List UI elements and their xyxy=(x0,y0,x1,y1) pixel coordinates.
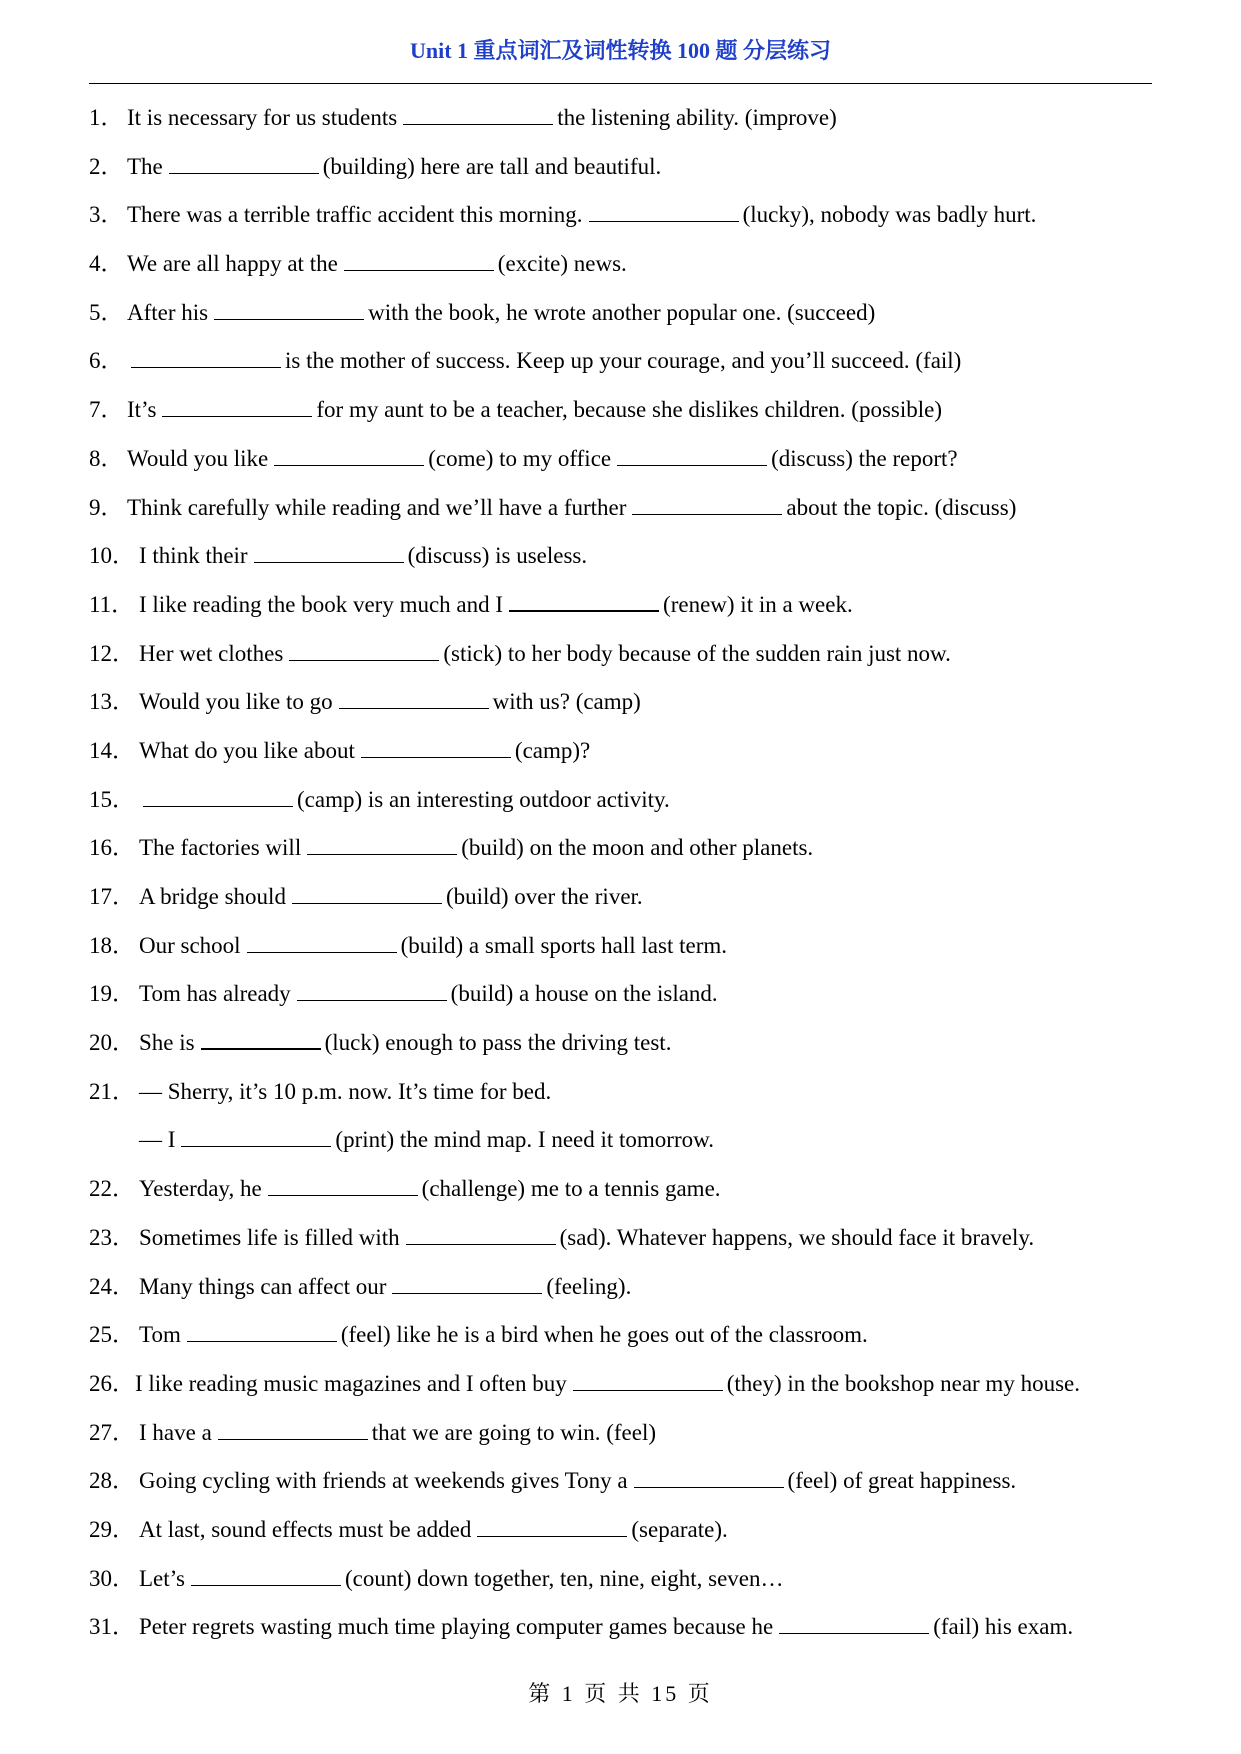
exercise-item xyxy=(89,1603,1189,1652)
item-number: 19． xyxy=(89,981,135,1007)
item-text-before: — Sherry, it’s 10 p.m. now. It’s time for bed. xyxy=(139,1078,552,1104)
item-text-after: (count) down together, ten, nine, eight, seven… xyxy=(345,1565,784,1591)
item-text-after: (sad). Whatever happens, we should face it bravely. xyxy=(559,1224,1035,1250)
item-text-middle: (come) to my office xyxy=(428,445,612,471)
item-number: 16． xyxy=(89,835,135,861)
item-text-before: The factories will xyxy=(139,835,302,861)
item-text-before: A bridge should xyxy=(139,884,286,909)
item-text-before: I have a xyxy=(139,1419,212,1445)
item-text-after: (stick) to her body because of the sudden rain just now. xyxy=(443,640,951,666)
item-text-after: for my aunt to be a teacher, because she dislikes children. (possible) xyxy=(316,397,943,423)
item-text-after: (lucky), nobody was badly hurt. xyxy=(742,202,1037,228)
exercise-item xyxy=(89,1019,1189,1068)
item-number: 20． xyxy=(89,1030,135,1056)
exercise-item xyxy=(89,1311,1189,1360)
item-number: 14． xyxy=(89,737,135,763)
item-text-before: After his xyxy=(127,299,209,325)
answer-blank[interactable] xyxy=(617,464,767,466)
exercise-item xyxy=(89,824,1189,873)
item-text-after: (fail) his exam. xyxy=(933,1614,1074,1640)
answer-blank[interactable] xyxy=(477,1535,627,1537)
exercise-item xyxy=(89,678,1189,727)
answer-blank[interactable] xyxy=(254,561,404,563)
answer-blank[interactable] xyxy=(589,220,739,222)
item-text-after: (print) the mind map. I need it tomorrow. xyxy=(335,1127,714,1153)
header-divider xyxy=(89,83,1152,84)
exercise-item xyxy=(89,1263,1189,1312)
item-number: 11． xyxy=(89,591,135,617)
item-number: 22． xyxy=(89,1176,135,1202)
exercise-item xyxy=(89,1068,1189,1117)
answer-blank[interactable] xyxy=(274,464,424,466)
item-text-after: (discuss) is useless. xyxy=(407,543,588,569)
item-number: 17． xyxy=(89,884,135,909)
answer-blank[interactable] xyxy=(268,1194,418,1196)
answer-blank[interactable] xyxy=(634,1486,784,1488)
page-footer: 第 1 页 共 15 页 xyxy=(528,1681,713,1706)
exercise-item xyxy=(89,970,1189,1019)
item-text-after: with us? (camp) xyxy=(492,689,641,715)
item-number: 12． xyxy=(89,640,135,666)
item-text-before: I think their xyxy=(139,543,248,569)
answer-blank[interactable] xyxy=(247,951,397,953)
item-number: 6． xyxy=(89,348,124,374)
item-text-before: Going cycling with friends at weekends gives Tony a xyxy=(139,1468,628,1494)
item-number: 24． xyxy=(89,1273,135,1299)
item-number: 1． xyxy=(89,105,124,130)
item-number: 2． xyxy=(89,153,124,179)
item-text-before: She is xyxy=(139,1030,195,1056)
item-number: 10． xyxy=(89,543,135,569)
answer-blank[interactable] xyxy=(344,269,494,271)
answer-blank[interactable] xyxy=(307,853,457,855)
item-text-after: (renew) it in a week. xyxy=(663,591,853,617)
answer-blank[interactable] xyxy=(143,805,293,807)
item-number: 8． xyxy=(89,445,124,471)
item-text-after: (excite) news. xyxy=(497,251,627,277)
exercise-item xyxy=(89,337,1189,386)
answer-blank[interactable] xyxy=(297,999,447,1001)
item-text-before: Yesterday, he xyxy=(139,1176,262,1202)
exercise-item xyxy=(89,191,1189,240)
item-number: 13． xyxy=(89,689,135,715)
answer-blank[interactable] xyxy=(187,1340,337,1342)
item-text-after: about the topic. (discuss) xyxy=(786,494,1017,520)
exercise-item xyxy=(89,532,1189,581)
item-number: 30． xyxy=(89,1565,135,1591)
exercise-item xyxy=(89,143,1189,192)
exercise-item xyxy=(89,630,1189,679)
item-text-before: It’s xyxy=(127,397,157,423)
item-number: 21． xyxy=(89,1078,135,1104)
item-text-after: with the book, he wrote another popular one. (succeed) xyxy=(368,299,876,325)
item-text-before: Her wet clothes xyxy=(139,640,284,666)
item-text-after: (building) here are tall and beautiful. xyxy=(322,153,662,179)
answer-blank[interactable] xyxy=(289,659,439,661)
item-text-before: It is necessary for us students xyxy=(127,105,398,130)
item-text-before: We are all happy at the xyxy=(127,251,338,277)
item-number: 25． xyxy=(89,1322,135,1348)
answer-blank[interactable] xyxy=(292,902,442,904)
item-text-before: Would you like to go xyxy=(139,689,333,715)
item-number: 26． xyxy=(89,1370,135,1396)
answer-blank[interactable] xyxy=(573,1389,723,1391)
exercise-item xyxy=(89,922,1189,971)
item-text-after: (build) over the river. xyxy=(445,884,643,909)
item-text-before: Would you like xyxy=(127,445,269,471)
exercise-item-continuation xyxy=(89,1116,1189,1165)
item-text-before: Tom has already xyxy=(139,981,291,1007)
item-number: 15． xyxy=(89,786,135,812)
item-text-before: There was a terrible traffic accident this morning. xyxy=(127,202,583,228)
item-text-after: (feel) of great happiness. xyxy=(787,1468,1017,1494)
exercise-item xyxy=(89,386,1189,435)
answer-blank[interactable] xyxy=(509,609,659,612)
exercise-item xyxy=(89,1165,1189,1214)
exercise-item xyxy=(89,1457,1189,1506)
answer-blank[interactable] xyxy=(214,318,364,320)
exercise-item xyxy=(89,94,1189,143)
item-number: 9． xyxy=(89,494,124,520)
exercise-list xyxy=(89,94,1189,1652)
exercise-item xyxy=(89,727,1189,776)
answer-blank[interactable] xyxy=(181,1145,331,1147)
item-number: 4． xyxy=(89,251,124,277)
answer-blank[interactable] xyxy=(339,707,489,709)
item-text-before: — I xyxy=(139,1127,176,1153)
page-title: Unit 1 重点词汇及词性转换 100 题 分层练习 xyxy=(409,38,832,63)
exercise-item xyxy=(89,484,1189,533)
item-text-after: (discuss) the report? xyxy=(771,445,958,471)
answer-blank[interactable] xyxy=(361,756,511,758)
item-text-after: (build) a house on the island. xyxy=(450,981,718,1007)
item-text-before: Tom xyxy=(139,1322,181,1348)
item-text-before: Sometimes life is filled with xyxy=(139,1224,400,1250)
item-text-before: I like reading the book very much and I xyxy=(139,591,504,617)
item-text-after: (feeling). xyxy=(546,1273,632,1299)
item-text-before: Think carefully while reading and we’ll have a further xyxy=(127,494,627,520)
item-text-after: (build) a small sports hall last term. xyxy=(400,932,727,958)
exercise-item xyxy=(89,1360,1189,1409)
answer-blank[interactable] xyxy=(162,415,312,417)
exercise-item xyxy=(89,776,1189,825)
item-text-after: that we are going to win. (feel) xyxy=(371,1419,656,1445)
item-number: 31． xyxy=(89,1614,135,1640)
item-number: 18． xyxy=(89,932,135,958)
answer-blank[interactable] xyxy=(403,123,553,125)
item-text-after: (feel) like he is a bird when he goes out of the classroom. xyxy=(340,1322,868,1348)
item-text-before: Many things can affect our xyxy=(139,1273,387,1299)
item-number: 3． xyxy=(89,202,124,228)
exercise-item xyxy=(89,1506,1189,1555)
exercise-item xyxy=(89,1555,1189,1604)
answer-blank[interactable] xyxy=(632,513,782,515)
item-text-before: What do you like about xyxy=(139,737,355,763)
answer-blank[interactable] xyxy=(201,1047,321,1050)
item-number: 23． xyxy=(89,1224,135,1250)
answer-blank[interactable] xyxy=(406,1243,556,1245)
item-number: 5． xyxy=(89,299,124,325)
answer-blank[interactable] xyxy=(131,366,281,368)
item-text-before: I like reading music magazines and I often buy xyxy=(135,1370,567,1396)
item-text-after: is the mother of success. Keep up your courage, and you’ll succeed. (fail) xyxy=(285,348,962,374)
item-number: 7． xyxy=(89,397,124,423)
item-text-before: Our school xyxy=(139,932,241,958)
exercise-item xyxy=(89,240,1189,289)
exercise-item xyxy=(89,1409,1189,1458)
answer-blank[interactable] xyxy=(169,172,319,174)
item-number: 29． xyxy=(89,1516,135,1542)
item-text-before: At last, sound effects must be added xyxy=(139,1516,472,1542)
item-text-after: (camp)? xyxy=(514,737,591,763)
exercise-item xyxy=(89,435,1189,484)
answer-blank[interactable] xyxy=(191,1584,341,1586)
item-text-after: (luck) enough to pass the driving test. xyxy=(324,1030,672,1056)
item-text-after: (separate). xyxy=(631,1516,728,1542)
answer-blank[interactable] xyxy=(218,1438,368,1440)
answer-blank[interactable] xyxy=(392,1292,542,1294)
item-text-after: (challenge) me to a tennis game. xyxy=(421,1176,721,1202)
item-number: 28． xyxy=(89,1468,135,1494)
item-text-before: Let’s xyxy=(139,1565,185,1591)
exercise-item xyxy=(89,1214,1189,1263)
item-text-after: (build) on the moon and other planets. xyxy=(461,835,814,861)
item-text-after: (camp) is an interesting outdoor activity. xyxy=(297,786,670,812)
item-text-after: (they) in the bookshop near my house. xyxy=(726,1370,1080,1396)
exercise-item xyxy=(89,873,1189,922)
exercise-item xyxy=(89,581,1189,630)
item-text-before: Peter regrets wasting much time playing computer games because he xyxy=(139,1614,774,1640)
answer-blank[interactable] xyxy=(779,1632,929,1634)
item-text-before: The xyxy=(127,153,163,179)
item-text-after: the listening ability. (improve) xyxy=(557,105,837,130)
item-number: 27． xyxy=(89,1419,135,1445)
exercise-item xyxy=(89,289,1189,338)
